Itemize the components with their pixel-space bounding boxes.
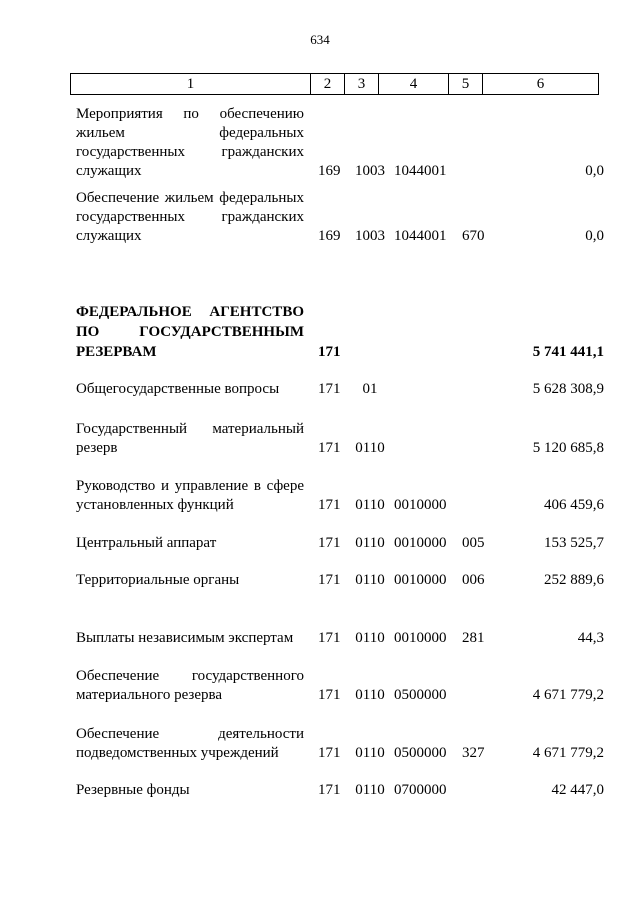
row-c6: 252 889,6 (544, 572, 604, 588)
row-c6: 153 525,7 (544, 535, 604, 551)
row-c2: 169 (318, 163, 341, 179)
row-name: Выплаты независимым экспертам (76, 630, 294, 646)
row-c2: 169 (318, 228, 341, 244)
row-c6: 0,0 (585, 163, 604, 179)
row-c4: 0010000 (394, 630, 447, 646)
row-c3: 0110 (355, 630, 385, 646)
row-c4: 0010000 (394, 572, 447, 588)
column-header-5: 5 (449, 74, 483, 95)
row-c2: 171 (318, 687, 341, 703)
row-name: Мероприятия по обеспечению жильем федеральных государственных гражданских служащих (76, 106, 304, 179)
row-c5: 327 (462, 745, 485, 761)
row-c3: 1003 (355, 163, 385, 179)
row-c4: 0010000 (394, 497, 447, 513)
row-c2: 171 (318, 745, 341, 761)
page-number: 634 (310, 32, 330, 47)
row-c2: 171 (318, 782, 341, 798)
row-c5: 005 (462, 535, 485, 551)
row-c6: 5 628 308,9 (532, 381, 604, 397)
row-c2: 171 (318, 630, 341, 646)
row-c2: 171 (318, 497, 341, 513)
row-c4: 0500000 (394, 745, 447, 761)
row-name: Резервные фонды (76, 782, 190, 798)
row-name: Центральный аппарат (76, 535, 217, 551)
column-header-6: 6 (483, 74, 599, 95)
row-c5: 006 (462, 572, 485, 588)
row-name: Общегосударственные вопросы (76, 381, 280, 397)
row-c2: 171 (318, 535, 341, 551)
row-c3: 01 (362, 381, 378, 397)
row-c3: 1003 (355, 228, 385, 244)
row-c6: 0,0 (585, 228, 604, 244)
row-c6: 42 447,0 (551, 782, 604, 798)
row-c6: 5 741 441,1 (532, 344, 604, 360)
row-name: ФЕДЕРАЛЬНОЕ АГЕНТСТВО ПО ГОСУДАРСТВЕННЫМ РЕЗЕРВАМ (76, 304, 304, 360)
row-name: Государственный материальный резерв (76, 421, 304, 456)
column-header-1: 1 (71, 74, 311, 95)
row-c6: 5 120 685,8 (532, 440, 604, 456)
column-header-4: 4 (379, 74, 449, 95)
row-c5: 670 (462, 228, 485, 244)
row-c3: 0110 (355, 440, 385, 456)
row-c2: 171 (318, 440, 341, 456)
row-c6: 406 459,6 (544, 497, 604, 513)
row-c4: 1044001 (394, 163, 447, 179)
row-name: Руководство и управление в сфере установленных функций (76, 478, 304, 513)
column-header-3: 3 (345, 74, 379, 95)
row-c4: 1044001 (394, 228, 447, 244)
row-c5: 281 (462, 630, 485, 646)
column-header-2: 2 (311, 74, 345, 95)
row-c3: 0110 (355, 572, 385, 588)
row-c2: 171 (318, 344, 341, 360)
row-name: Обеспечение государственного материального резерва (76, 668, 304, 703)
row-c3: 0110 (355, 687, 385, 703)
row-c3: 0110 (355, 745, 385, 761)
row-c6: 4 671 779,2 (532, 745, 604, 761)
row-c2: 171 (318, 572, 341, 588)
row-c4: 0700000 (394, 782, 447, 798)
row-c4: 0500000 (394, 687, 447, 703)
row-name: Обеспечение жильем федеральных государственных гражданских служащих (76, 190, 304, 244)
row-name: Обеспечение деятельности подведомственных учреждений (76, 726, 304, 761)
row-c6: 4 671 779,2 (532, 687, 604, 703)
row-name: Территориальные органы (76, 572, 240, 588)
row-c3: 0110 (355, 535, 385, 551)
row-c3: 0110 (355, 497, 385, 513)
row-c2: 171 (318, 381, 341, 397)
row-c3: 0110 (355, 782, 385, 798)
row-c4: 0010000 (394, 535, 447, 551)
row-c6: 44,3 (577, 630, 604, 646)
